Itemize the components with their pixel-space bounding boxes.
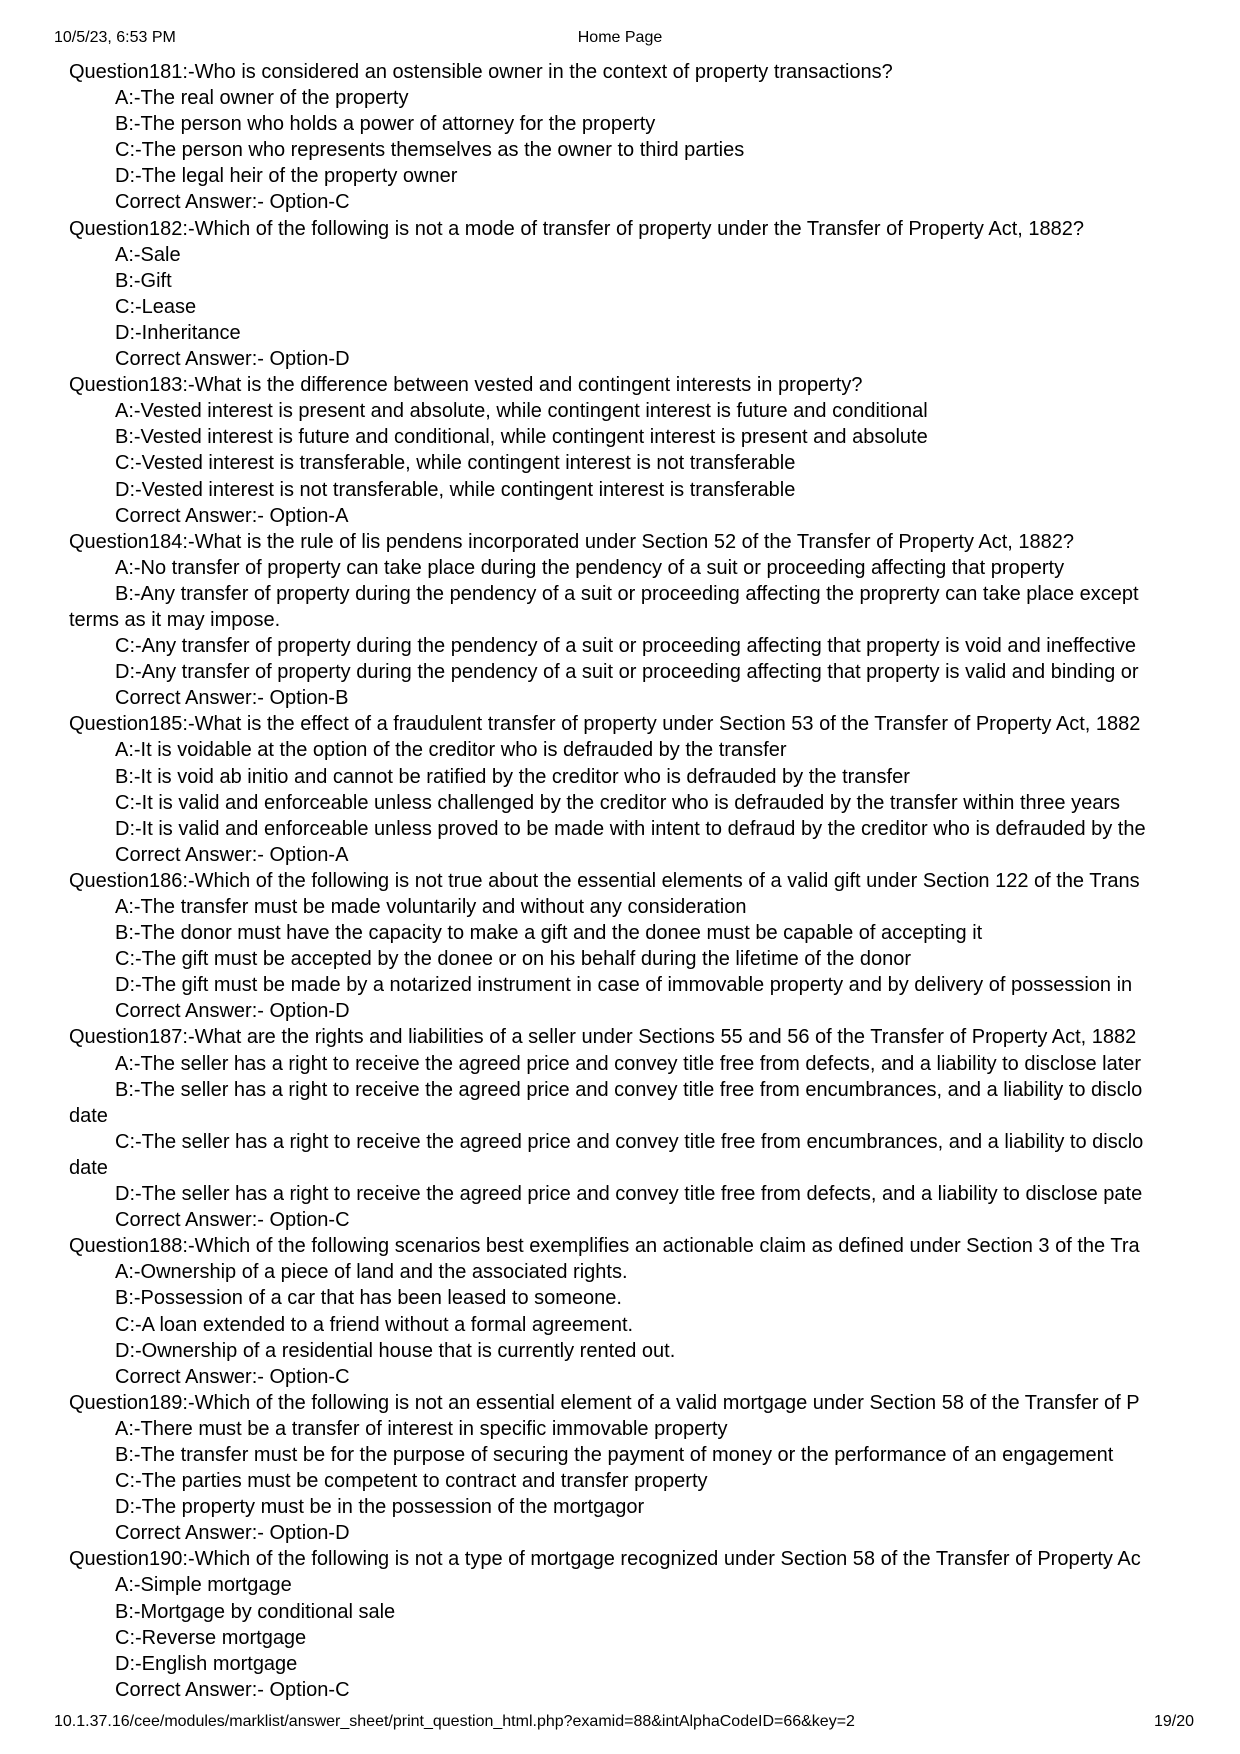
question-text: Question185:-What is the effect of a fraudulent transfer of property under Section 53 of the Transfer of Property Act, 1882 xyxy=(69,713,1141,736)
option-b: B:-It is void ab initio and cannot be ratified by the creditor who is defrauded by the transfer xyxy=(115,765,910,788)
option-d: D:-The legal heir of the property owner xyxy=(115,165,458,188)
option-c: C:-The parties must be competent to contract and transfer property xyxy=(115,1470,708,1493)
page-url: 10.1.37.16/cee/modules/marklist/answer_sheet/print_question_html.php?examid=88&intAlphaCodeID=66&key=2 xyxy=(54,1713,855,1730)
option-c-continuation: date xyxy=(69,1156,108,1179)
option-c: C:-Any transfer of property during the pendency of a suit or proceeding affecting that property is void and ineffective xyxy=(115,635,1136,658)
correct-answer: Correct Answer:- Option-A xyxy=(115,504,349,527)
option-a: A:-Ownership of a piece of land and the associated rights. xyxy=(115,1261,628,1284)
option-b: B:-Any transfer of property during the pendency of a suit or proceeding affecting the proprerty can take place except xyxy=(115,582,1139,605)
option-a: A:-Simple mortgage xyxy=(115,1574,292,1597)
correct-answer: Correct Answer:- Option-C xyxy=(115,191,350,214)
option-d: D:-Inheritance xyxy=(115,321,241,344)
question-text: Question189:-Which of the following is not an essential element of a valid mortgage under Section 58 of the Transfer of P xyxy=(69,1391,1140,1414)
option-a: A:-Vested interest is present and absolute, while contingent interest is future and conditional xyxy=(115,400,928,423)
question-list xyxy=(69,59,1191,1703)
option-c: C:-Vested interest is transferable, while contingent interest is not transferable xyxy=(115,452,796,475)
option-d: D:-The gift must be made by a notarized instrument in case of immovable property and by delivery of possession in xyxy=(115,974,1133,997)
option-a: A:-It is voidable at the option of the creditor who is defrauded by the transfer xyxy=(115,739,787,762)
option-d: D:-Ownership of a residential house that is currently rented out. xyxy=(115,1339,676,1362)
option-c: C:-The person who represents themselves as the owner to third parties xyxy=(115,139,745,162)
option-b: B:-The person who holds a power of attorney for the property xyxy=(115,113,656,136)
option-d: D:-It is valid and enforceable unless proved to be made with intent to defraud by the creditor who is defrauded by the xyxy=(115,817,1146,840)
question-text: Question181:-Who is considered an ostensible owner in the context of property transactions? xyxy=(69,61,893,83)
option-d: D:-The property must be in the possession of the mortgagor xyxy=(115,1496,645,1519)
option-c: C:-The seller has a right to receive the agreed price and convey title free from encumbrances, and a liability to disclo xyxy=(115,1130,1144,1153)
option-b: B:-The transfer must be for the purpose of securing the payment of money or the performance of an engagement xyxy=(115,1443,1114,1466)
page-title: Home Page xyxy=(577,29,663,46)
option-d: D:-Any transfer of property during the pendency of a suit or proceeding affecting that property is valid and binding or xyxy=(115,661,1139,684)
question-text: Question188:-Which of the following scenarios best exemplifies an actionable claim as defined under Section 3 of the Tra xyxy=(69,1235,1140,1258)
option-a: A:-The transfer must be made voluntarily and without any consideration xyxy=(115,896,747,918)
correct-answer: Correct Answer:- Option-D xyxy=(115,348,350,371)
option-a: A:-There must be a transfer of interest in specific immovable property xyxy=(115,1417,728,1440)
question-text: Question183:-What is the difference between vested and contingent interests in property? xyxy=(69,374,863,397)
question-text: Question184:-What is the rule of lis pendens incorporated under Section 52 of the Transfer of Property Act, 1882? xyxy=(69,530,1075,553)
option-b: B:-The seller has a right to receive the agreed price and convey title free from encumbrances, and a liability to disclo xyxy=(115,1078,1143,1101)
option-b: B:-Mortgage by conditional sale xyxy=(115,1600,396,1623)
option-b: B:-Possession of a car that has been leased to someone. xyxy=(115,1287,622,1310)
correct-answer: Correct Answer:- Option-C xyxy=(115,1209,350,1232)
option-b: B:-Gift xyxy=(115,269,172,292)
correct-answer: Correct Answer:- Option-C xyxy=(115,1678,350,1701)
correct-answer: Correct Answer:- Option-C xyxy=(115,1365,350,1388)
option-b-continuation: date xyxy=(69,1104,108,1127)
option-c: C:-Lease xyxy=(115,295,197,318)
option-c: C:-The gift must be accepted by the donee or on his behalf during the lifetime of the donor xyxy=(115,948,912,971)
correct-answer: Correct Answer:- Option-A xyxy=(115,843,349,866)
option-c: C:-It is valid and enforceable unless challenged by the creditor who is defrauded by the transfer within three years xyxy=(115,791,1120,814)
question-text: Question187:-What are the rights and liabilities of a seller under Sections 55 and 56 of the Transfer of Property Act, 1882 xyxy=(69,1026,1137,1049)
option-b: B:-The donor must have the capacity to make a gift and the donee must be capable of accepting it xyxy=(115,922,983,945)
question-text: Question190:-Which of the following is not a type of mortgage recognized under Section 58 of the Transfer of Property Ac xyxy=(69,1548,1141,1571)
option-b: B:-Vested interest is future and conditional, while contingent interest is present and absolute xyxy=(115,426,928,449)
option-a: A:-Sale xyxy=(115,243,181,266)
correct-answer: Correct Answer:- Option-B xyxy=(115,687,349,710)
option-d: D:-The seller has a right to receive the agreed price and convey title free from defects, and a liability to disclose pate xyxy=(115,1183,1143,1206)
option-d: D:-English mortgage xyxy=(115,1652,298,1675)
option-d: D:-Vested interest is not transferable, while contingent interest is transferable xyxy=(115,478,796,501)
option-a: A:-No transfer of property can take place during the pendency of a suit or proceeding affecting that property xyxy=(115,556,1065,579)
option-a: A:-The seller has a right to receive the agreed price and convey title free from defects, and a liability to disclose later xyxy=(115,1052,1142,1075)
print-timestamp: 10/5/23, 6:53 PM xyxy=(54,29,176,46)
correct-answer: Correct Answer:- Option-D xyxy=(115,1522,350,1545)
option-a: A:-The real owner of the property xyxy=(115,87,409,110)
option-c: C:-Reverse mortgage xyxy=(115,1626,307,1649)
correct-answer: Correct Answer:- Option-D xyxy=(115,1000,350,1023)
option-b-continuation: terms as it may impose. xyxy=(69,608,281,631)
page-number: 19/20 xyxy=(1153,1713,1194,1730)
question-text: Question186:-Which of the following is not true about the essential elements of a valid gift under Section 122 of the Trans xyxy=(69,869,1140,892)
question-text: Question182:-Which of the following is not a mode of transfer of property under the Transfer of Property Act, 1882? xyxy=(69,217,1084,240)
option-c: C:-A loan extended to a friend without a formal agreement. xyxy=(115,1313,634,1336)
